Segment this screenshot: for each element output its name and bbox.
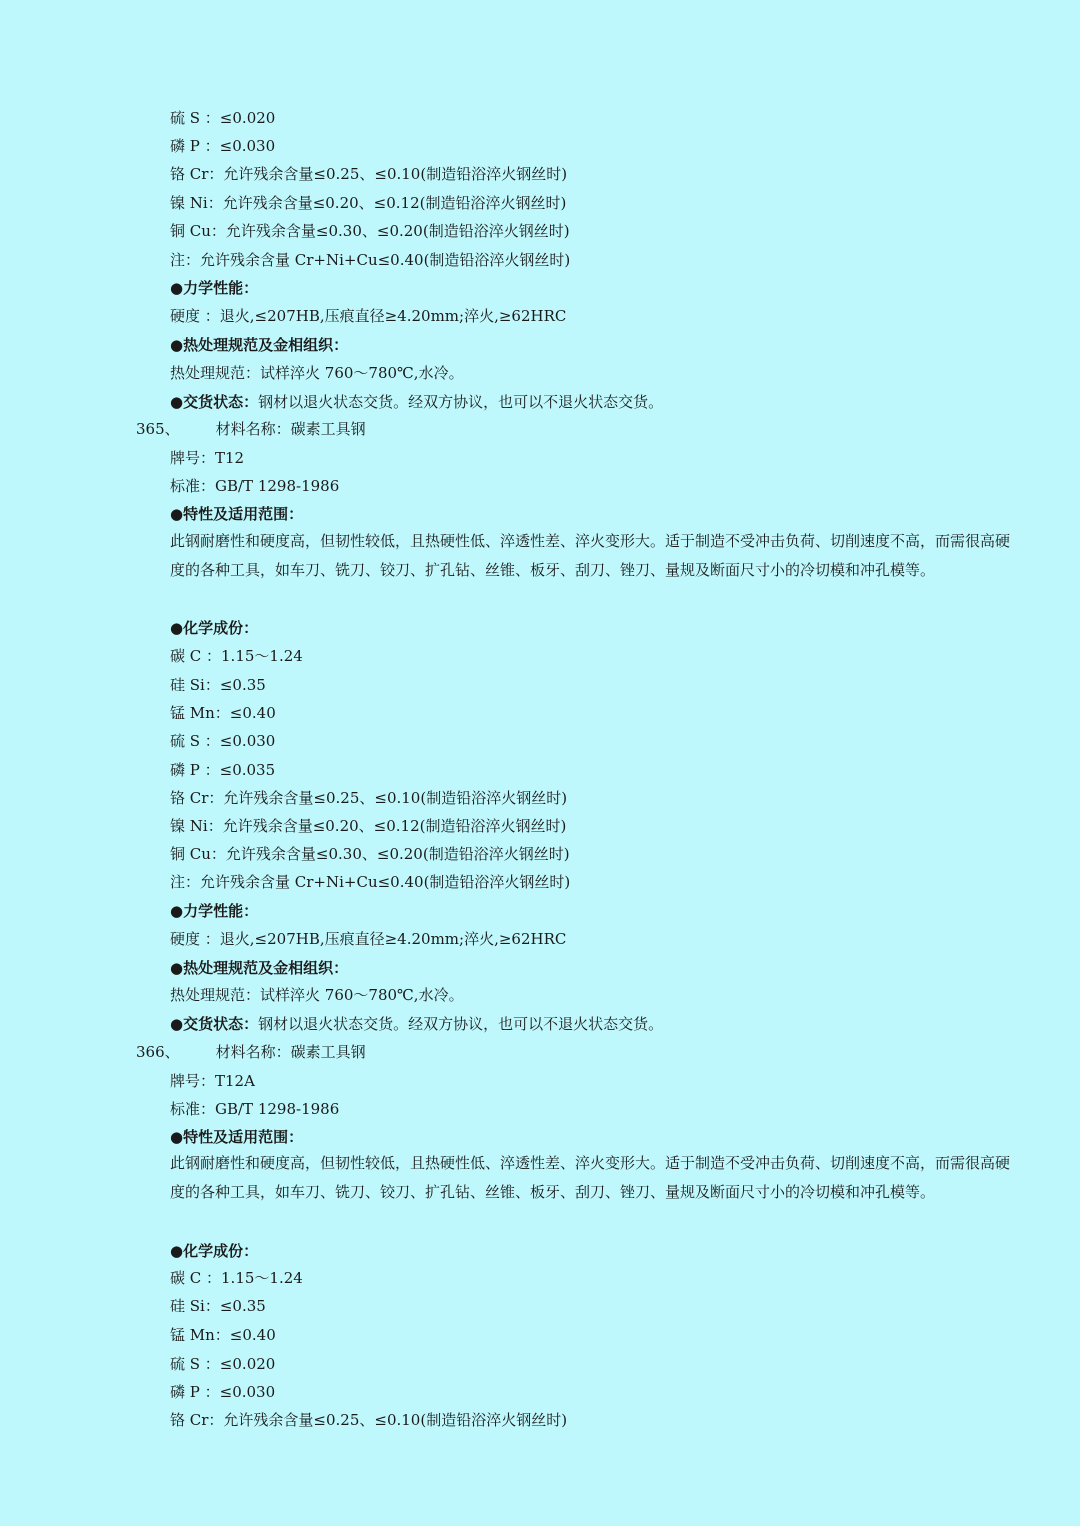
nickel-line: 镍 Ni：允许残余含量≤0.20、≤0.12(制造铅浴淬火钢丝时) [170, 817, 567, 835]
residual-note: 注：允许残余含量 Cr+Ni+Cu≤0.40(制造铅浴淬火钢丝时) [170, 251, 571, 269]
properties-heading: ●特性及适用范围： [170, 1128, 304, 1146]
properties-paragraph: 此钢耐磨性和硬度高，但韧性较低，且热硬性低、淬透性差、淬火变形大。适于制造不受冲击负荷、切削速度不高，而需很高硬度的各种工具，如车刀、铣刀、铰刀、扩孔钻、丝锥、板牙、刮刀、锉刀、量规及断面尺寸小的冷切模和冲孔模等。 [170, 532, 1011, 579]
delivery-text: 钢材以退火状态交货。经双方协议，也可以不退火状态交货。 [258, 1015, 664, 1033]
entry-header [136, 1041, 366, 1063]
sulfur-line: 硫 S ：≤0.020 [170, 1355, 276, 1373]
grade-line: 牌号：T12 [170, 449, 245, 467]
copper-line: 铜 Cu：允许残余含量≤0.30、≤0.20(制造铅浴淬火钢丝时) [170, 845, 570, 863]
delivery-line [170, 1013, 663, 1035]
entry-header [136, 418, 366, 440]
manganese-line: 锰 Mn：≤0.40 [170, 704, 276, 722]
entry-number: 366、 [136, 1043, 180, 1061]
delivery-text: 钢材以退火状态交货。经双方协议，也可以不退火状态交货。 [258, 393, 664, 411]
heat-treatment-line: 热处理规范：试样淬火 760～780℃,水冷。 [170, 986, 464, 1004]
chemical-heading: ●化学成份： [170, 1242, 259, 1260]
chromium-line: 铬 Cr：允许残余含量≤0.25、≤0.10(制造铅浴淬火钢丝时) [170, 165, 568, 183]
material-name: 材料名称：碳素工具钢 [215, 420, 366, 438]
hardness-line: 硬度 ：退火,≤207HB,压痕直径≥4.20mm;淬火,≥62HRC [170, 930, 567, 948]
standard-line: 标准：GB/T 1298-1986 [170, 1100, 340, 1118]
heat-treatment-heading: ●热处理规范及金相组织： [170, 336, 349, 354]
sulfur-line: 硫 S ：≤0.030 [170, 732, 276, 750]
copper-line: 铜 Cu：允许残余含量≤0.30、≤0.20(制造铅浴淬火钢丝时) [170, 222, 570, 240]
silicon-line: 硅 Si：≤0.35 [170, 1297, 266, 1315]
residual-note: 注：允许残余含量 Cr+Ni+Cu≤0.40(制造铅浴淬火钢丝时) [170, 873, 571, 891]
chromium-line: 铬 Cr：允许残余含量≤0.25、≤0.10(制造铅浴淬火钢丝时) [170, 1411, 568, 1429]
properties-heading: ●特性及适用范围： [170, 505, 304, 523]
phosphorus-line: 磷 P ：≤0.030 [170, 137, 276, 155]
phosphorus-line: 磷 P ：≤0.030 [170, 1383, 276, 1401]
chromium-line: 铬 Cr：允许残余含量≤0.25、≤0.10(制造铅浴淬火钢丝时) [170, 789, 568, 807]
delivery-heading: ●交货状态： [170, 393, 259, 411]
carbon-line: 碳 C ：1.15～1.24 [170, 647, 303, 665]
standard-line: 标准：GB/T 1298-1986 [170, 477, 340, 495]
grade-line: 牌号：T12A [170, 1072, 255, 1090]
chemical-heading: ●化学成份： [170, 619, 259, 637]
mechanical-heading: ●力学性能： [170, 279, 259, 297]
delivery-line [170, 391, 663, 413]
delivery-heading: ●交货状态： [170, 1015, 259, 1033]
phosphorus-line: 磷 P ：≤0.035 [170, 761, 276, 779]
carbon-line: 碳 C ：1.15～1.24 [170, 1269, 303, 1287]
material-name: 材料名称：碳素工具钢 [215, 1043, 366, 1061]
hardness-line: 硬度 ：退火,≤207HB,压痕直径≥4.20mm;淬火,≥62HRC [170, 307, 567, 325]
nickel-line: 镍 Ni：允许残余含量≤0.20、≤0.12(制造铅浴淬火钢丝时) [170, 194, 567, 212]
heat-treatment-heading: ●热处理规范及金相组织： [170, 959, 349, 977]
sulfur-line: 硫 S ：≤0.020 [170, 109, 276, 127]
manganese-line: 锰 Mn：≤0.40 [170, 1326, 276, 1344]
mechanical-heading: ●力学性能： [170, 902, 259, 920]
entry-number: 365、 [136, 420, 180, 438]
heat-treatment-line: 热处理规范：试样淬火 760～780℃,水冷。 [170, 364, 464, 382]
properties-paragraph: 此钢耐磨性和硬度高，但韧性较低，且热硬性低、淬透性差、淬火变形大。适于制造不受冲击负荷、切削速度不高，而需很高硬度的各种工具，如车刀、铣刀、铰刀、扩孔钻、丝锥、板牙、刮刀、锉刀、量规及断面尺寸小的冷切模和冲孔模等。 [170, 1154, 1011, 1201]
silicon-line: 硅 Si：≤0.35 [170, 676, 266, 694]
